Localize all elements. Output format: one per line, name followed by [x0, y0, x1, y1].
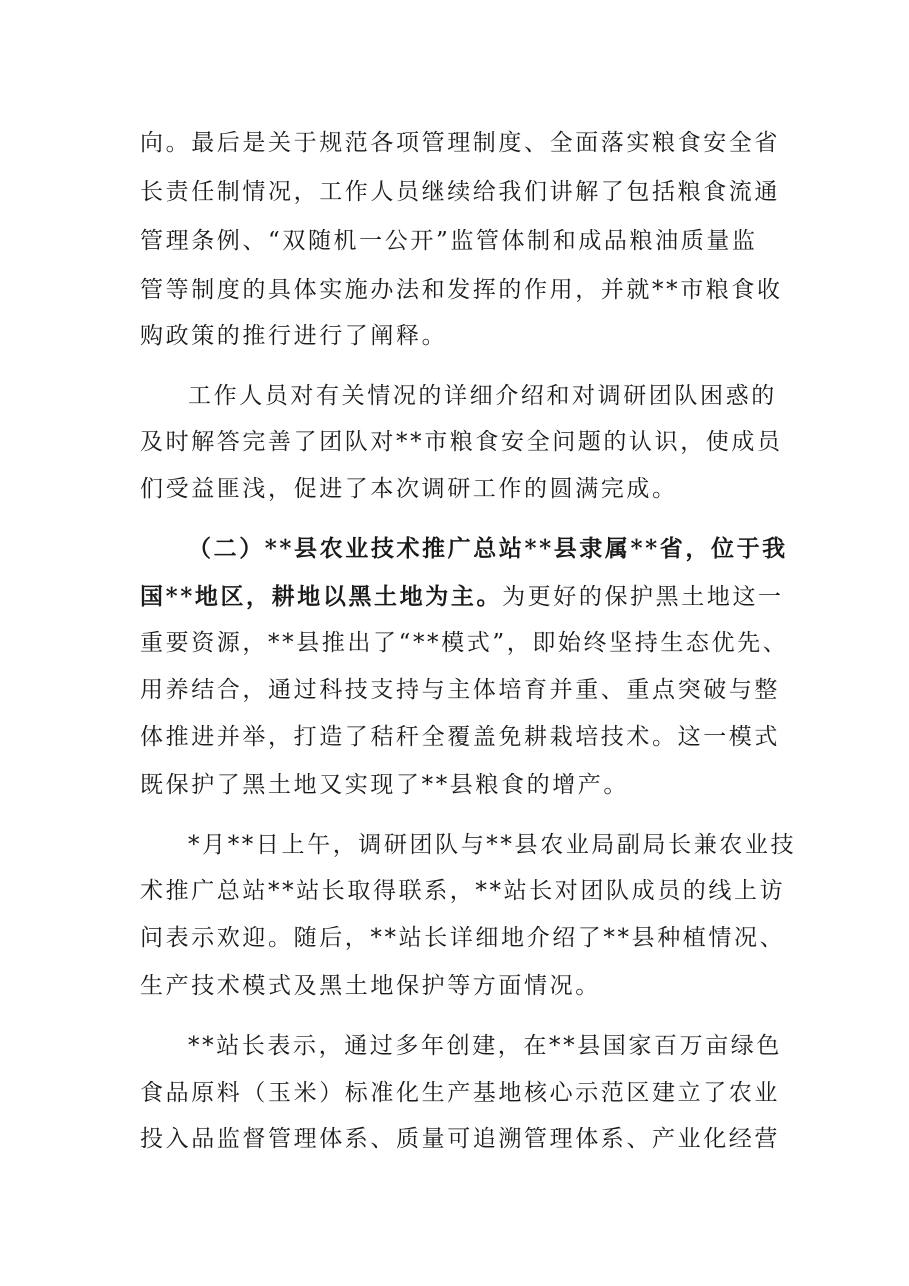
paragraph-4-line-3: 问表示欢迎。随后，**站长详细地介绍了**县种植情况、 [140, 925, 786, 951]
paragraph-5-line-1: **站长表示，通过多年创建，在**县国家百万亩绿色 [188, 1033, 782, 1059]
paragraph-3-line-2: 用养结合，通过科技支持与主体培育并重、重点突破与整 [140, 677, 780, 703]
section-heading-body-text: 为更好的保护黑土地这一 [502, 584, 784, 610]
paragraph-1-line-3: 管理条例、“双随机一公开”监管体制和成品粮油质量监 [140, 228, 758, 254]
paragraph-2-line-3: 们受益匪浅，促进了本次调研工作的圆满完成。 [140, 476, 678, 502]
paragraph-1-line-2: 长责任制情况，工作人员继续给我们讲解了包括粮食流通 [140, 179, 780, 205]
paragraph-1-line-1: 向。最后是关于规范各项管理制度、全面落实粮食安全省 [140, 130, 780, 156]
paragraph-4-line-2: 术推广总站**站长取得联系，**站长对团队成员的线上访 [140, 878, 786, 904]
section-heading-bold-text: 国**地区，耕地以黑土地为主。 [140, 583, 503, 610]
paragraph-2-line-1: 工作人员对有关情况的详细介绍和对调研团队困惑的 [188, 383, 777, 409]
section-heading-line-1: （二）**县农业技术推广总站**县隶属**省，位于我 [188, 535, 788, 562]
paragraph-1-line-4: 管等制度的具体实施办法和发挥的作用，并就**市粮食收 [140, 277, 783, 303]
paragraph-2-line-2: 及时解答完善了团队对**市粮食安全问题的认识，使成员 [140, 429, 783, 455]
paragraph-4-line-4: 生产技术模式及黑土地保护等方面情况。 [140, 973, 601, 999]
paragraph-3-line-4: 既保护了黑土地又实现了**县粮食的增产。 [140, 772, 629, 798]
section-heading-line-2 [140, 582, 784, 612]
paragraph-5-line-2: 食品原料（玉米）标准化生产基地核心示范区建立了农业 [140, 1080, 780, 1106]
paragraph-4-line-1: *月**日上午，调研团队与**县农业局副局长兼农业技 [188, 832, 797, 858]
paragraph-3-line-3: 体推进并举，打造了秸秆全覆盖免耕栽培技术。这一模式 [140, 724, 780, 750]
paragraph-3-line-1: 重要资源，**县推出了“**模式”，即始终坚持生态优先、 [140, 630, 789, 656]
paragraph-5-line-3: 投入品监督管理体系、质量可追溯管理体系、产业化经营 [140, 1126, 780, 1152]
paragraph-1-line-5: 购政策的推行进行了阐释。 [140, 323, 448, 349]
